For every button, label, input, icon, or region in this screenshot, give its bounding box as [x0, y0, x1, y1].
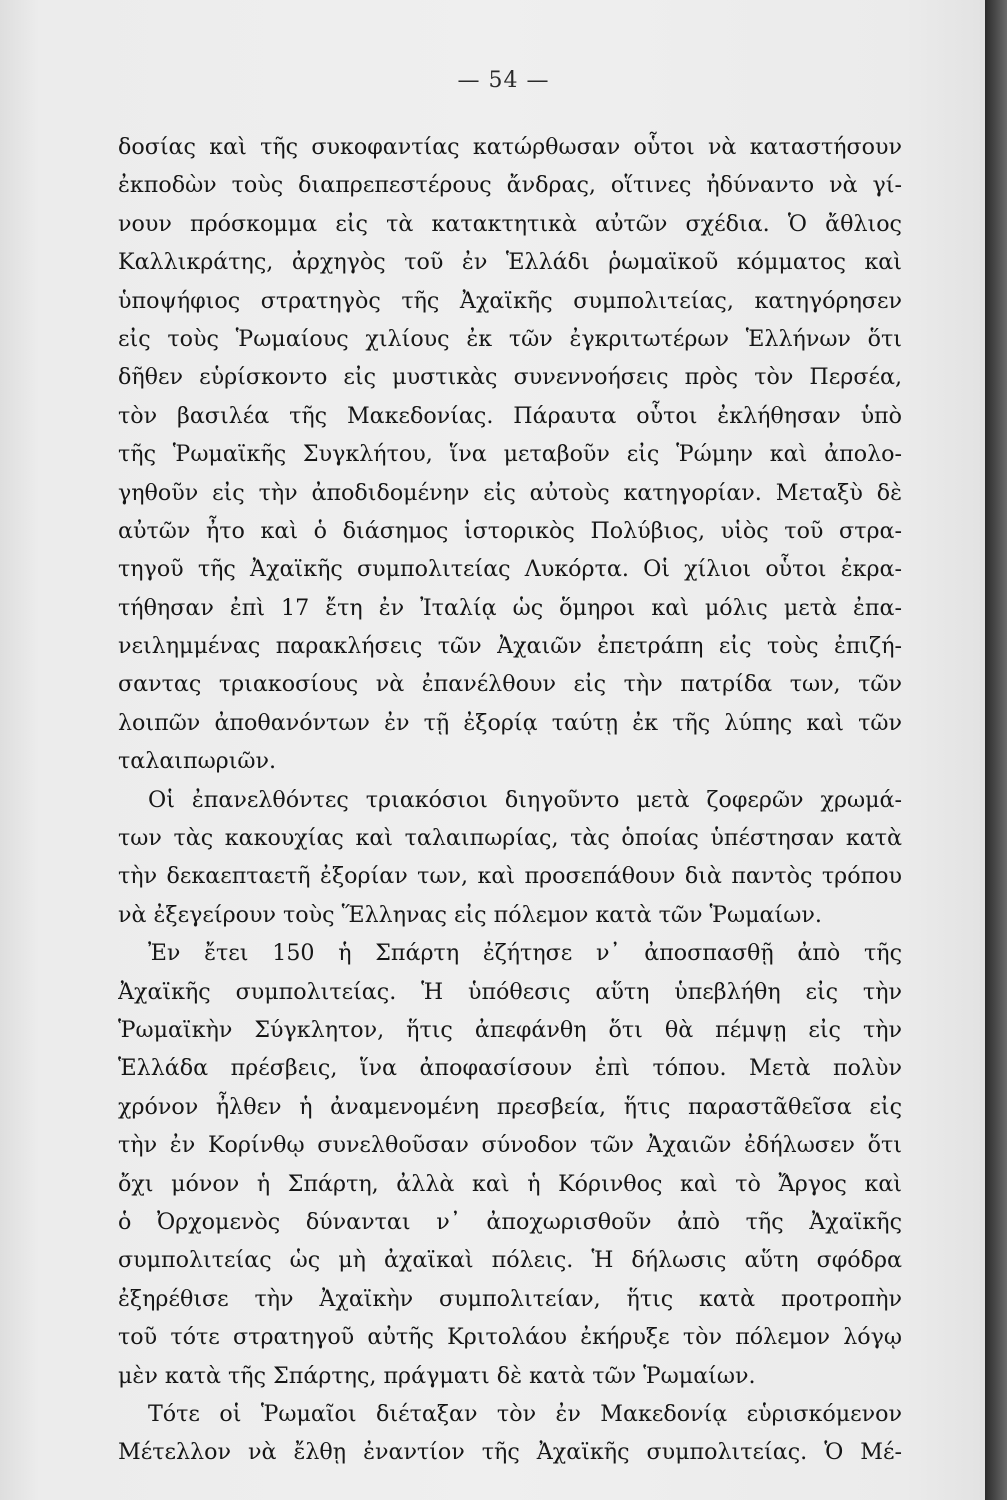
text-line: Ἀχαϊκῆς συμπολιτείας. Ἡ ὑπόθεσις αὕτη ὑπεβλήθη εἰς τὴν: [118, 978, 902, 1005]
text-line: Καλλικράτης, ἀρχηγὸς τοῦ ἐν Ἑλλάδι ῥωμαϊκοῦ κόμματος καὶ: [118, 249, 902, 276]
text-line: συμπολιτείας ὡς μὴ ἀχαϊκαὶ πόλεις. Ἡ δήλωσις αὕτη σφόδρα: [118, 1247, 902, 1274]
text-line: τηγοῦ τῆς Ἀχαϊκῆς συμπολιτείας Λυκόρτα. Οἱ χίλιοι οὗτοι ἐκρα-: [118, 556, 902, 583]
text-line: τὸν βασιλέα τῆς Μακεδονίας. Πάραυτα οὗτοι ἐκλήθησαν ὑπὸ: [118, 402, 902, 429]
text-line: τῆς Ῥωμαϊκῆς Συγκλήτου, ἵνα μεταβοῦν εἰς Ῥώμην καὶ ἀπολο-: [118, 441, 902, 468]
text-line: ὑποψήφιος στρατηγὸς τῆς Ἀχαϊκῆς συμπολιτείας, κατηγόρησεν: [118, 287, 902, 314]
text-line: ταλαιπωριῶν.: [118, 748, 277, 775]
text-line: των τὰς κακουχίας καὶ ταλαιπωρίας, τὰς ὁποίας ὑπέστησαν κατὰ: [118, 825, 902, 852]
text-line: τήθησαν ἐπὶ 17 ἔτη ἐν Ἰταλίᾳ ὡς ὅμηροι καὶ μόλις μετὰ ἐπα-: [118, 594, 902, 621]
page-number: — 54 —: [457, 68, 550, 93]
text-line: ἐξηρέθισε τὴν Ἀχαϊκὴν συμπολιτείαν, ἥτις κατὰ προτροπὴν: [118, 1285, 902, 1312]
text-line: Μέτελλον νὰ ἔλθῃ ἐναντίον τῆς Ἀχαϊκῆς συμπολιτείας. Ὁ Μέ-: [118, 1439, 902, 1466]
body-text: [118, 128, 902, 1472]
paragraph: [118, 934, 902, 1395]
text-line: νειλημμένας παρακλήσεις τῶν Ἀχαιῶν ἐπετράπη εἰς τοὺς ἐπιζή-: [118, 633, 902, 660]
text-line: δοσίας καὶ τῆς συκοφαντίας κατώρθωσαν οὗτοι νὰ καταστήσουν: [118, 134, 902, 160]
text-line: τὴν δεκαεπταετῆ ἐξορίαν των, καὶ προσεπάθουν διὰ παντὸς τρόπου: [118, 863, 902, 890]
text-line: Ῥωμαϊκὴν Σύγκλητον, ἥτις ἀπεφάνθη ὅτι θὰ πέμψῃ εἰς τὴν: [118, 1016, 902, 1043]
text-line: λοιπῶν ἀποθανόντων ἐν τῇ ἐξορίᾳ ταύτῃ ἐκ τῆς λύπης καὶ τῶν: [118, 709, 902, 736]
text-line: τοῦ τότε στρατηγοῦ αὐτῆς Κριτολάου ἐκήρυξε τὸν πόλεμον λόγῳ: [118, 1324, 902, 1351]
paragraph: [118, 1395, 902, 1472]
paragraph: [118, 128, 902, 781]
text-line: νὰ ἐξεγείρουν τοὺς Ἕλληνας εἰς πόλεμον κατὰ τῶν Ῥωμαίων.: [118, 901, 822, 928]
text-line: νουν πρόσκομμα εἰς τὰ κατακτητικὰ αὐτῶν σχέδια. Ὁ ἄθλιος: [118, 210, 902, 237]
text-line: χρόνον ἦλθεν ἡ ἀναμενομένη πρεσβεία, ἥτις παραστᾶθεῖσα εἰς: [118, 1093, 902, 1120]
text-line: ὁ Ὀρχομενὸς δύνανται ν᾽ ἀποχωρισθοῦν ἀπὸ τῆς Ἀχαϊκῆς: [118, 1208, 902, 1235]
text-line: Οἱ ἐπανελθόντες τριακόσιοι διηγοῦντο μετὰ ζοφερῶν χρωμά-: [148, 786, 902, 813]
text-line: σαντας τριακοσίους νὰ ἐπανέλθουν εἰς τὴν πατρίδα των, τῶν: [118, 671, 902, 698]
text-line: γηθοῦν εἰς τὴν ἀποδιδομένην εἰς αὐτοὺς κατηγορίαν. Μεταξὺ δὲ: [118, 479, 902, 506]
text-line: Τότε οἱ Ῥωμαῖοι διέταξαν τὸν ἐν Μακεδονίᾳ εὑρισκόμενον: [148, 1400, 902, 1427]
page-edge-shadow: [985, 0, 1007, 1500]
text-line: Ἑλλάδα πρέσβεις, ἵνα ἀποφασίσουν ἐπὶ τόπου. Μετὰ πολὺν: [118, 1055, 902, 1082]
text-line: ἐκποδὼν τοὺς διαπρεπεστέρους ἄνδρας, οἵτινες ἠδύναντο νὰ γί-: [118, 172, 902, 199]
text-line: τὴν ἐν Κορίνθῳ συνελθοῦσαν σύνοδον τῶν Ἀχαιῶν ἐδήλωσεν ὅτι: [118, 1132, 902, 1159]
text-line: Ἐν ἔτει 150 ἡ Σπάρτη ἐζήτησε ν᾽ ἀποσπασθῇ ἀπὸ τῆς: [148, 940, 902, 967]
text-line: εἰς τοὺς Ῥωμαίους χιλίους ἐκ τῶν ἐγκριτωτέρων Ἑλλήνων ὅτι: [118, 325, 902, 352]
text-line: ὄχι μόνον ἡ Σπάρτη, ἀλλὰ καὶ ἡ Κόρινθος καὶ τὸ Ἄργος καὶ: [118, 1170, 902, 1197]
text-line: μὲν κατὰ τῆς Σπάρτης, πράγματι δὲ κατὰ τῶν Ῥωμαίων.: [118, 1362, 756, 1389]
text-line: αὐτῶν ἦτο καὶ ὁ διάσημος ἱστορικὸς Πολύβιος, υἱὸς τοῦ στρα-: [118, 517, 902, 544]
paragraph: [118, 781, 902, 935]
text-line: δῆθεν εὑρίσκοντο εἰς μυστικὰς συνεννοήσεις πρὸς τὸν Περσέα,: [118, 364, 902, 391]
